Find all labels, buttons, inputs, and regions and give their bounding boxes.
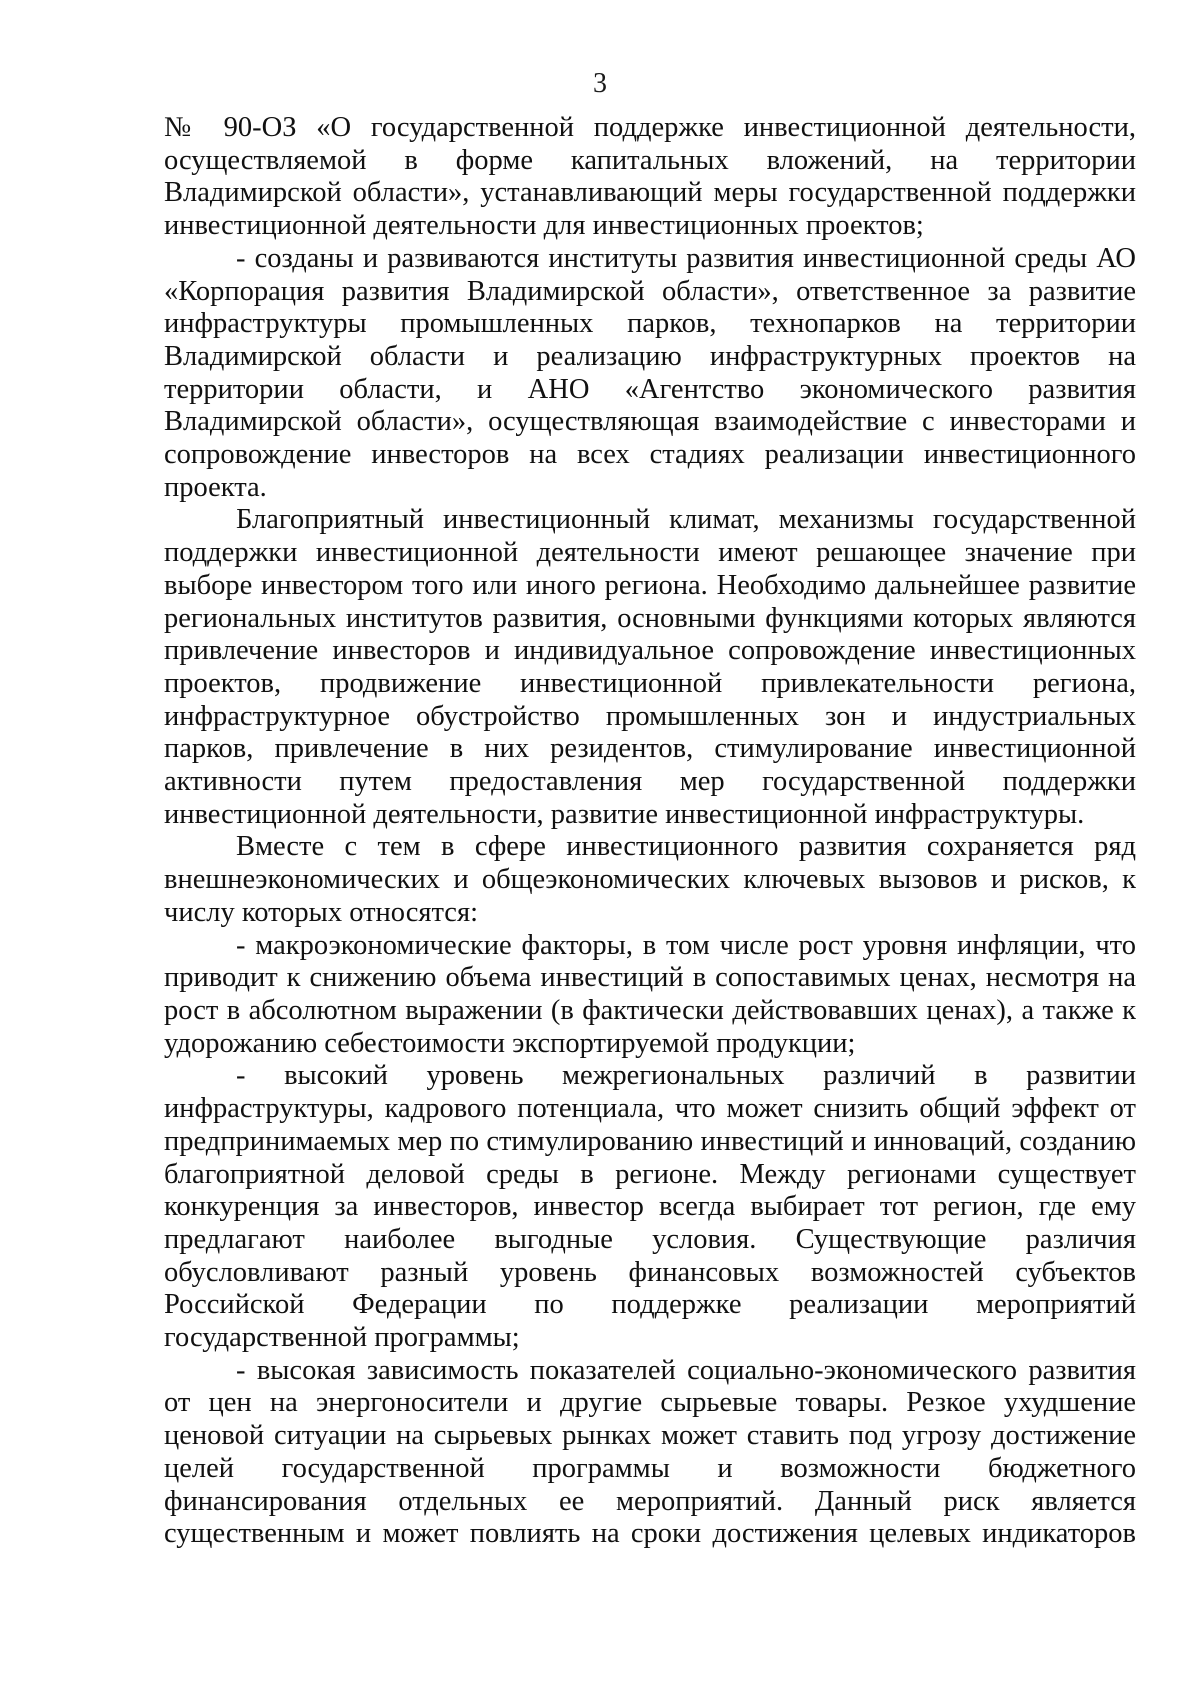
paragraph-macroeconomic-factors: - макроэкономические факторы, в том числе рост уровня инфляции, что приводит к снижению объема инвестиций в сопоставимых ценах, несмотря на рост в абсолютном выражении (в фактически действовавших ценах), а также к удорожанию себестоимости экспортируемой продукции; <box>164 929 1136 1059</box>
paragraph-commodity-dependence: - высокая зависимость показателей социально-экономического развития от цен на энергоносители и другие сырьевые товары. Резкое ухудшение ценовой ситуации на сырьевых рынках может ставить под угрозу достижение целей государственной программы и возможности бюджетного финансирования отдельных ее мероприятий. Данный риск является существенным и может повлиять на сроки достижения целевых индикаторов <box>164 1354 1136 1550</box>
paragraph-development-institutions: - созданы и развиваются институты развития инвестиционной среды АО «Корпорация развития Владимирской области», ответственное за развитие инфраструктуры промышленных парков, технопарков на территории Владимирской области и реализацию инфраструктурных проектов на территории области, и АНО «Агентство экономического развития Владимирской области», осуществляющая взаимодействие с инвесторами и сопровождение инвесторов на всех стадиях реализации инвестиционного проекта. <box>164 242 1136 503</box>
paragraph-law-reference: № 90-ОЗ «О государственной поддержке инвестиционной деятельности, осуществляемой в форме капитальных вложений, на территории Владимирской области», устанавливающий меры государственной поддержки инвестиционной деятельности для инвестиционных проектов; <box>164 112 1136 242</box>
page-number: 3 <box>593 68 607 99</box>
paragraph-interregional-differences: - высокий уровень межрегиональных различий в развитии инфраструктуры, кадрового потенциала, что может снизить общий эффект от предпринимаемых мер по стимулированию инвестиций и инноваций, созданию благоприятной деловой среды в регионе. Между регионами существует конкуренция за инвесторов, инвестор всегда выбирает тот регион, где ему предлагают наиболее выгодные условия. Существующие различия обусловливают разный уровень финансовых возможностей субъектов Российской Федерации по поддержке реализации мероприятий государственной программы; <box>164 1060 1136 1354</box>
paragraph-investment-climate: Благоприятный инвестиционный климат, механизмы государственной поддержки инвестиционной деятельности имеют решающее значение при выборе инвестором того или иного региона. Необходимо дальнейшее развитие региональных институтов развития, основными функциями которых являются привлечение инвесторов и индивидуальное сопровождение инвестиционных проектов, продвижение инвестиционной привлекательности региона, инфраструктурное обустройство промышленных зон и индустриальных парков, привлечение в них резидентов, стимулирование инвестиционной активности путем предоставления мер государственной поддержки инвестиционной деятельности, развитие инвестиционной инфраструктуры. <box>164 504 1136 830</box>
document-body <box>164 112 1136 1551</box>
paragraph-challenges-intro: Вместе с тем в сфере инвестиционного развития сохраняется ряд внешнеэкономических и общеэкономических ключевых вызовов и рисков, к числу которых относятся: <box>164 831 1136 928</box>
